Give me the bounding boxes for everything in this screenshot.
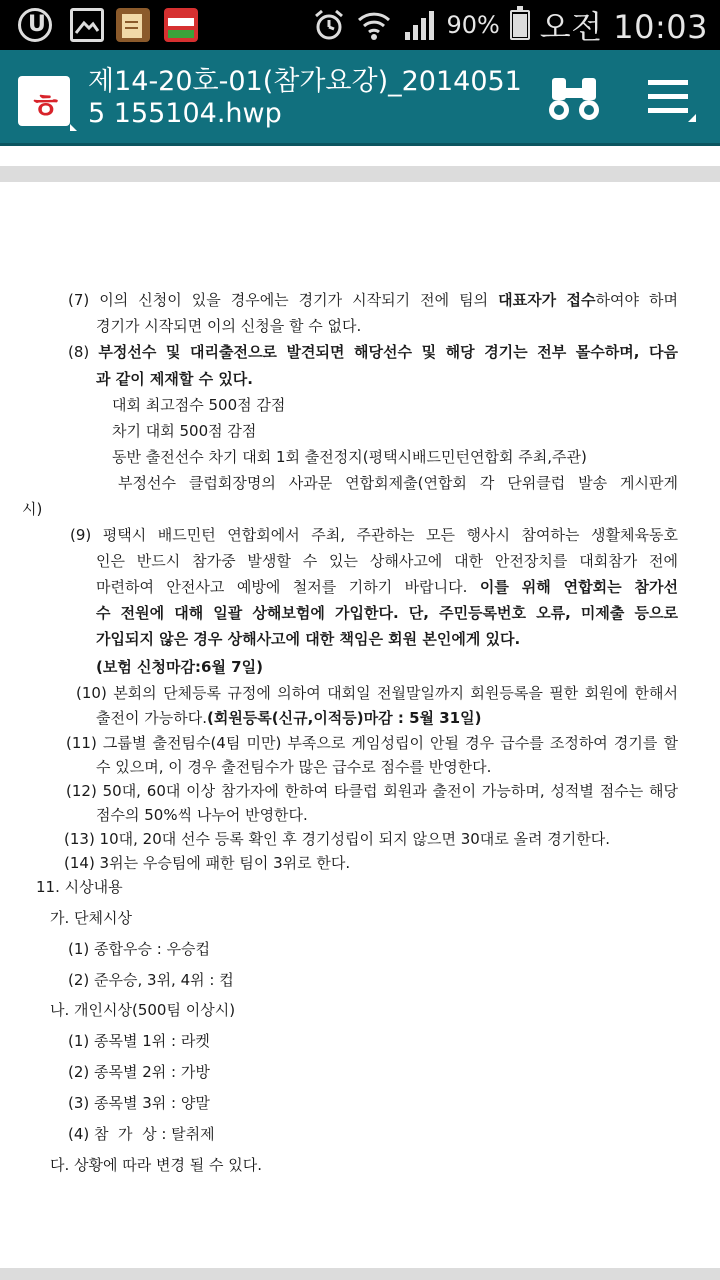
rule-8-line-2: 과 같이 제재할 수 있다. [96, 370, 253, 388]
document-page[interactable] [0, 182, 720, 1268]
rule-9-line-1: (9) 평택시 배드민턴 연합회에서 주최, 주관하는 모든 행사시 참여하는 생활체육동호 [70, 526, 678, 544]
awards-change-note: 다. 상황에 따라 변경 될 수 있다. [50, 1156, 263, 1174]
battery-icon [510, 10, 530, 40]
individual-award-3: (3) 종목별 3위 : 양말 [68, 1094, 210, 1112]
u-plus-icon: U [18, 8, 52, 42]
rule-8-penalty-4-wrap: 시) [22, 500, 43, 518]
hancom-logo-icon[interactable]: ㅎ [18, 76, 70, 126]
rule-11-line-1: (11) 그룹별 출전팀수(4팀 미만) 부족으로 게임성립이 안될 경우 급수를 조정하여 경기를 할 [66, 734, 678, 752]
rule-8-line-1: (8) 부정선수 및 대리출전으로 발견되면 해당선수 및 해당 경기는 전부 몰수하며, 다음 [68, 343, 679, 361]
notification-app-icon [164, 8, 198, 42]
app-header [0, 50, 720, 146]
awards-heading: 11. 시상내용 [36, 878, 123, 896]
rule-8-penalty-1: 대회 최고점수 500점 감점 [112, 396, 286, 414]
document-title: 제14-20호-01(참가요강)_20140515 155104.hwp [88, 66, 522, 129]
rule-9-line-6: (보험 신청마감:6월 7일) [96, 658, 263, 676]
group-award-1: (1) 종합우승 : 우승컵 [68, 940, 211, 958]
rule-7-line-2: 경기가 시작되면 이의 신청을 할 수 없다. [96, 317, 362, 335]
rule-11-line-2: 수 있으며, 이 경우 출전팀수가 많은 급수로 점수를 반영한다. [96, 758, 492, 776]
group-awards-heading: 가. 단체시상 [50, 909, 132, 927]
individual-award-1: (1) 종목별 1위 : 라켓 [68, 1032, 210, 1050]
individual-awards-heading: 나. 개인시상(500팀 이상시) [50, 1001, 236, 1019]
alarm-icon [312, 8, 346, 42]
page-separator-bottom [0, 1268, 720, 1280]
rule-12-line-1: (12) 50대, 60대 이상 참가자에 한하여 타클럽 회원과 출전이 가능하며, 성적별 점수는 해당 [66, 782, 678, 800]
binoculars-icon [548, 76, 600, 124]
group-award-2: (2) 준우승, 3위, 4위 : 컵 [68, 971, 234, 989]
battery-fill [513, 14, 527, 37]
rule-8-penalty-3: 동반 출전선수 차기 대회 1회 출전정지(평택시배드민턴연합회 주최,주관) [112, 448, 587, 466]
rule-9-line-4: 수 전원에 대해 일괄 상해보험에 가입한다. 단, 주민등록번호 오류, 미제출 등으로 [96, 604, 678, 622]
page-separator-top [0, 166, 720, 182]
clock: 오전 10:03 [539, 8, 708, 46]
rule-10-line-2: 출전이 가능하다.(회원등록(신규,이적등)마감 : 5월 31일) [96, 709, 482, 727]
rule-10-line-1: (10) 본회의 단체등록 규정에 의하여 대회일 전월말일까지 회원등록을 필한 회원에 한해서 [76, 684, 678, 702]
menu-button[interactable] [644, 76, 698, 122]
rule-7-line-1: (7) 이의 신청이 있을 경우에는 경기가 시작되기 전에 팀의 대표자가 접수하여야 하며 [68, 291, 678, 309]
status-bar [0, 0, 720, 50]
individual-award-4: (4) 참 가 상 : 탈취제 [68, 1125, 215, 1143]
rule-14: (14) 3위는 우승팀에 패한 팀이 3위로 한다. [64, 854, 351, 872]
rule-9-line-2: 인은 반드시 참가중 발생할 수 있는 상해사고에 대한 안전장치를 대회참가 전에 [96, 552, 678, 570]
rule-12-line-2: 점수의 50%씩 나누어 반영한다. [96, 806, 308, 824]
battery-percent: 90% [446, 11, 500, 39]
rule-9-line-3: 마련하여 안전사고 예방에 철저를 기하기 바랍니다. 이를 위해 연합회는 참가선 [96, 578, 679, 596]
rule-13: (13) 10대, 20대 선수 등록 확인 후 경기성립이 되지 않으면 30대로 올려 경기한다. [64, 830, 611, 848]
rule-8-penalty-2: 차기 대회 500점 감점 [112, 422, 257, 440]
wifi-icon [356, 8, 392, 42]
signal-icon [402, 8, 436, 42]
diary-app-icon [116, 8, 150, 42]
gallery-icon [70, 8, 104, 42]
rule-8-penalty-4: 부정선수 클럽회장명의 사과문 연합회제출(연합회 각 단위클럽 발송 게시판게 [118, 474, 678, 492]
find-button[interactable] [548, 76, 600, 124]
hamburger-menu-icon [644, 76, 698, 122]
rule-9-line-5: 가입되지 않은 경우 상해사고에 대한 책임은 회원 본인에게 있다. [96, 630, 521, 648]
individual-award-2: (2) 종목별 2위 : 가방 [68, 1063, 210, 1081]
